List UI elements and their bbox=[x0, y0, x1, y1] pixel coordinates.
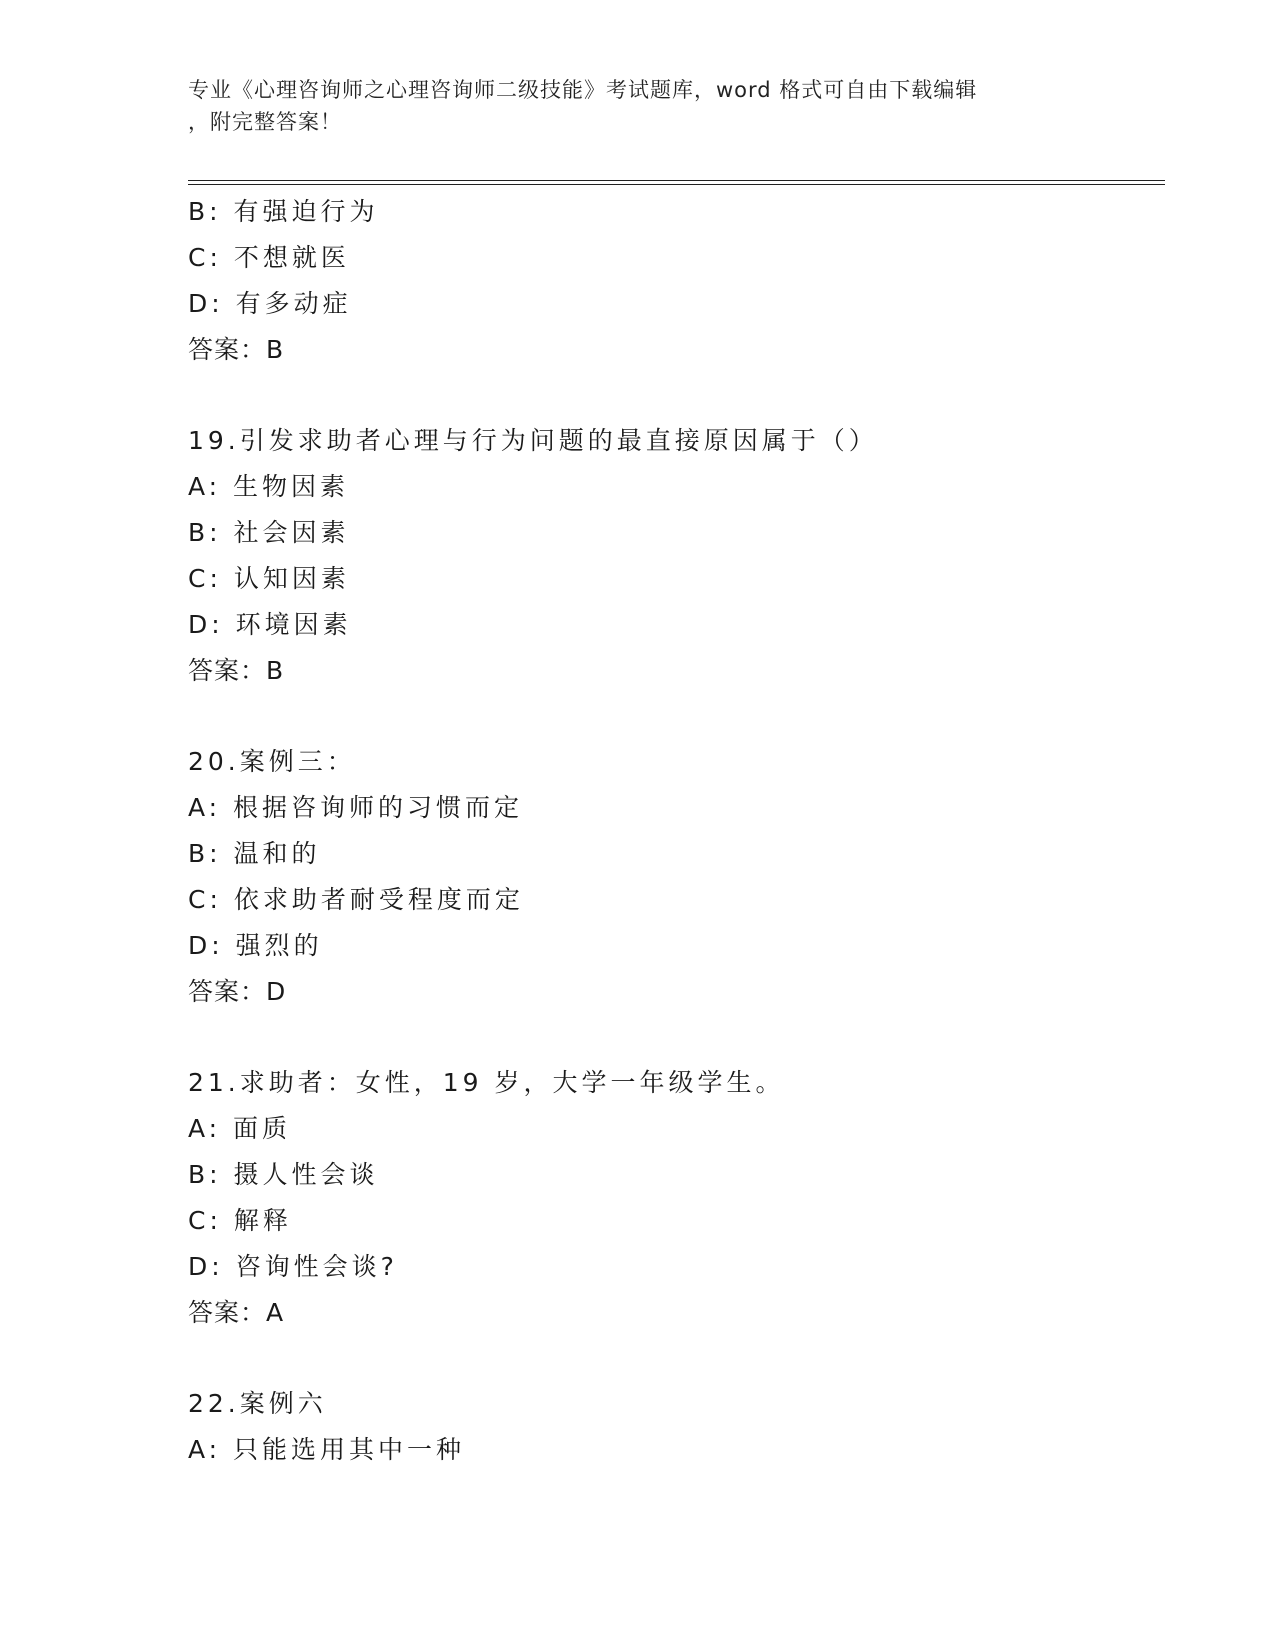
header-rule-bottom bbox=[188, 184, 1165, 185]
question-22 bbox=[188, 1381, 1168, 1473]
option-a: A: 根据咨询师的习惯而定 bbox=[188, 793, 524, 822]
answer-line: 答案：A bbox=[188, 1298, 285, 1327]
answer-line: 答案：D bbox=[188, 977, 287, 1006]
question-stem: 22.案例六 bbox=[188, 1389, 327, 1418]
option-c: C: 解释 bbox=[188, 1206, 292, 1235]
option-c: C: 认知因素 bbox=[188, 564, 350, 593]
option-d: D: 环境因素 bbox=[188, 610, 352, 639]
option-b: B: 摄人性会谈 bbox=[188, 1160, 379, 1189]
option-a: A: 生物因素 bbox=[188, 472, 350, 501]
question-stem: 19.引发求助者心理与行为问题的最直接原因属于（） bbox=[188, 426, 878, 455]
option-d: D: 有多动症 bbox=[188, 289, 352, 318]
answer-line: 答案：B bbox=[188, 335, 285, 364]
option-b: B: 社会因素 bbox=[188, 518, 350, 547]
answer-line: 答案：B bbox=[188, 656, 285, 685]
option-d: D: 咨询性会谈? bbox=[188, 1252, 398, 1281]
question-21 bbox=[188, 1060, 1168, 1336]
option-a: A: 面质 bbox=[188, 1114, 292, 1143]
document-header bbox=[188, 74, 1088, 138]
option-c: C: 依求助者耐受程度而定 bbox=[188, 885, 524, 914]
question-19 bbox=[188, 418, 1168, 694]
question-fragment bbox=[188, 189, 1168, 373]
header-line-1: 专业《心理咨询师之心理咨询师二级技能》考试题库，word 格式可自由下载编辑 bbox=[188, 78, 978, 102]
option-c: C: 不想就医 bbox=[188, 243, 350, 272]
question-20 bbox=[188, 739, 1168, 1015]
option-a: A: 只能选用其中一种 bbox=[188, 1435, 466, 1464]
question-list bbox=[188, 189, 1168, 1473]
option-d: D: 强烈的 bbox=[188, 931, 323, 960]
question-stem: 20.案例三： bbox=[188, 747, 356, 776]
option-b: B: 有强迫行为 bbox=[188, 197, 379, 226]
question-stem: 21.求助者：女性，19 岁，大学一年级学生。 bbox=[188, 1068, 785, 1097]
header-line-2: ，附完整答案！ bbox=[188, 110, 342, 134]
option-b: B: 温和的 bbox=[188, 839, 321, 868]
header-rule-top bbox=[188, 180, 1165, 181]
